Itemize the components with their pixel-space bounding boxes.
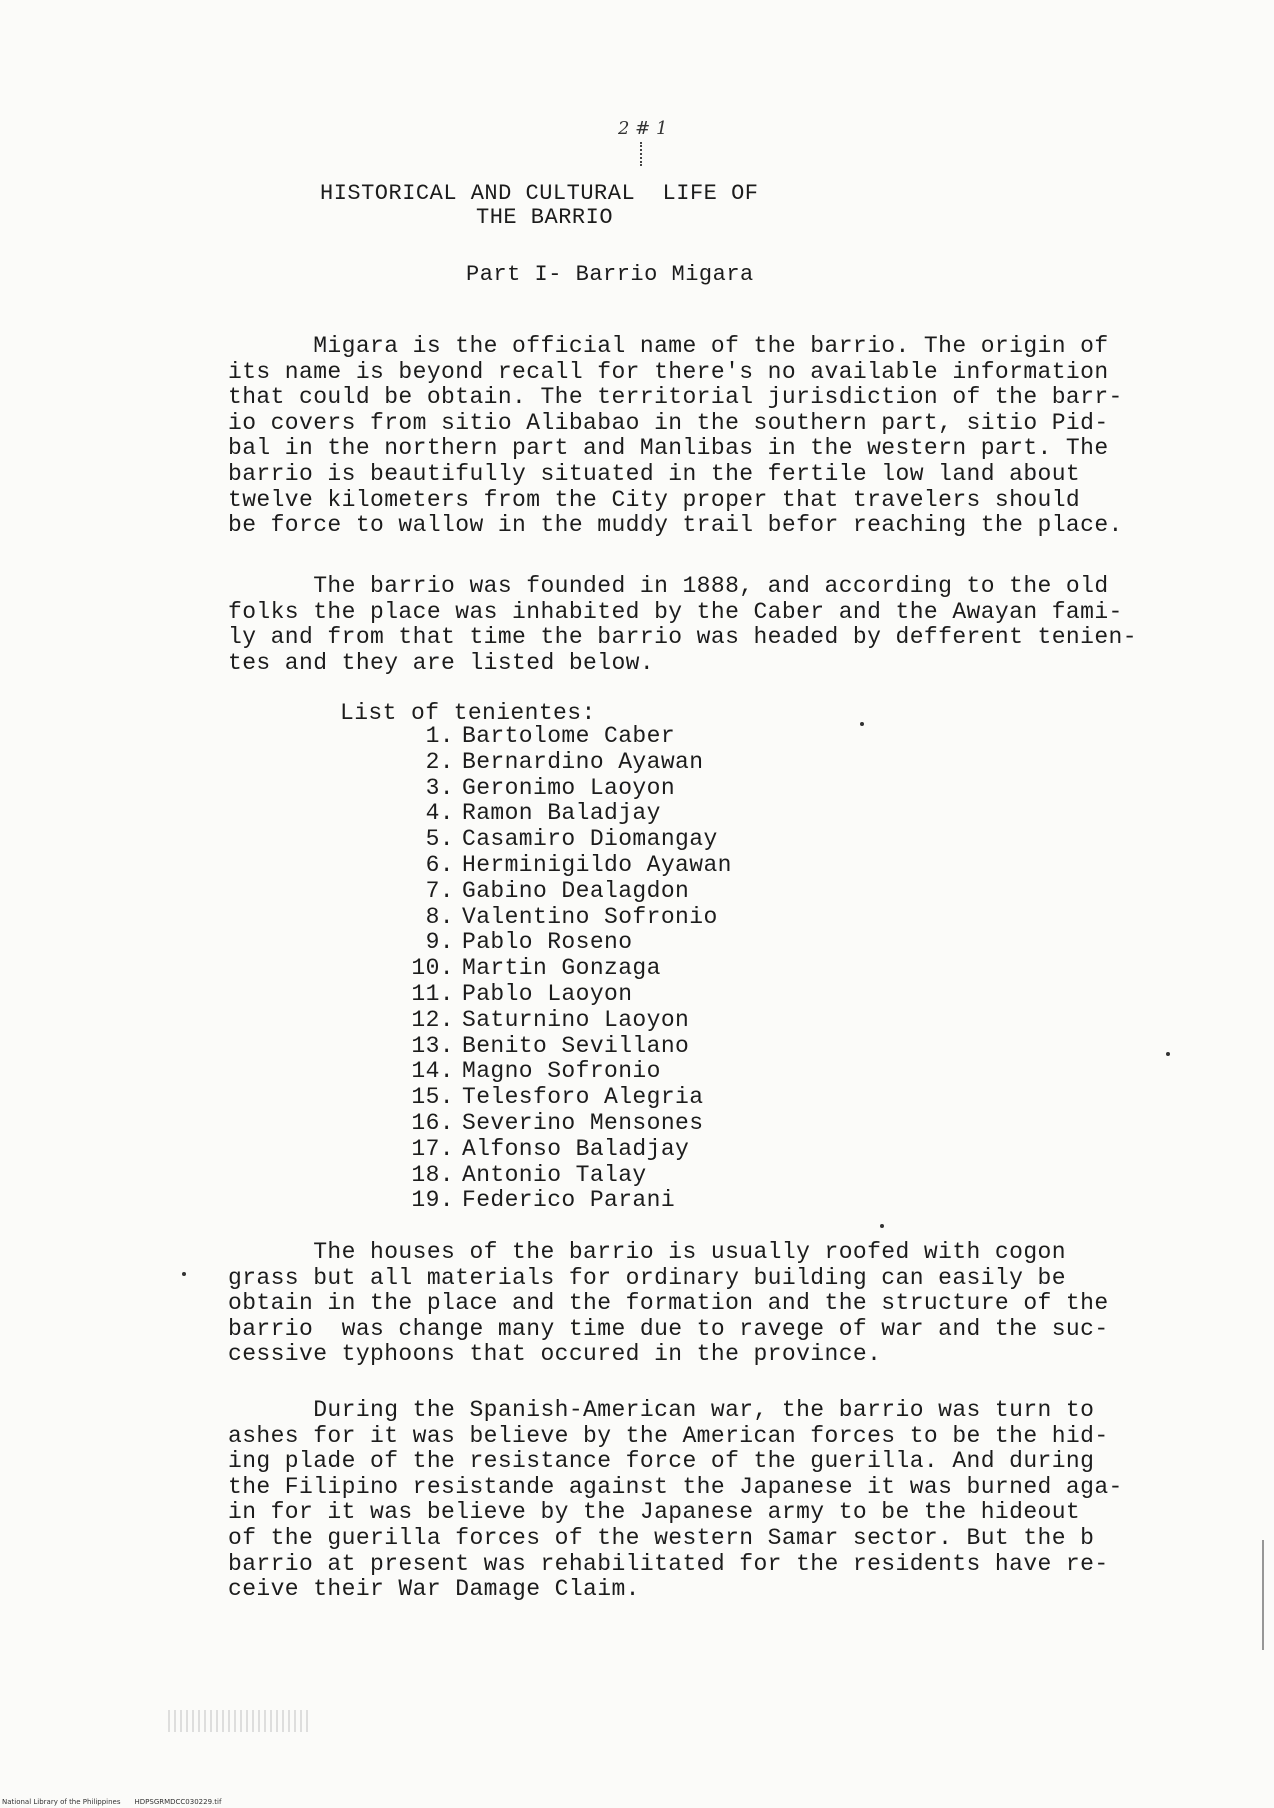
list-item: 12. Saturnino Laoyon xyxy=(411,1006,690,1033)
list-item: 14. Magno Sofronio xyxy=(411,1058,661,1085)
list-item: 8. Valentino Sofronio xyxy=(425,903,718,930)
list-item: 17. Alfonso Baladjay xyxy=(411,1135,690,1162)
tenientes-list-heading: List of tenientes: xyxy=(340,700,596,726)
scan-speck xyxy=(860,722,864,726)
footer-library: National Library of the Philippines xyxy=(2,1798,121,1806)
handwritten-mark xyxy=(640,142,644,166)
part-heading: Part I- Barrio Migara xyxy=(466,262,754,287)
scan-speck xyxy=(182,1272,186,1276)
list-item: 7. Gabino Dealagdon xyxy=(425,877,690,904)
title-line-2: THE BARRIO xyxy=(476,205,614,230)
list-item: 15. Telesforo Alegria xyxy=(411,1084,704,1111)
scan-speck xyxy=(880,1224,884,1228)
paragraph-war-history: During the Spanish-American war, the barrio was turn to ashes for it was believe by the American forces to be the hid- ing plade of the resistance force of the guerilla. And during the Filipino resistande against the Japanese it was burned aga- in for it was believe by the Japanese army to be the hideout of the guerilla forces of the western Samar sector. But the b barrio at present was rehabilitated for the residents have re- ceive their War Damage Claim. xyxy=(228,1397,1123,1603)
tenientes-list xyxy=(388,724,732,1214)
list-item: 13. Benito Sevillano xyxy=(411,1032,690,1059)
list-item: 2. Bernardino Ayawan xyxy=(425,748,704,775)
paragraph-houses: The houses of the barrio is usually roofed with cogon grass but all materials for ordinary building can easily be obtain in the place and the formation and the structure of the barrio was change many time due to ravege of war and the suc- cessive typhoons that occured in the province. xyxy=(228,1239,1109,1368)
list-item: 10. Martin Gonzaga xyxy=(411,955,661,982)
list-item: 19. Federico Parani xyxy=(411,1187,676,1214)
scan-footer xyxy=(2,1798,235,1806)
scan-smudge xyxy=(168,1710,308,1732)
list-item: 6. Herminigildo Ayawan xyxy=(425,851,732,878)
document-title xyxy=(320,182,920,230)
scan-edge-mark xyxy=(1262,1540,1264,1650)
handwritten-page-number: 2 # 1 xyxy=(618,118,668,139)
list-item: 18. Antonio Talay xyxy=(411,1161,647,1188)
paragraph-founding: The barrio was founded in 1888, and according to the old folks the place was inhabited by the Caber and the Awayan fami- ly and from that time the barrio was headed by defferent tenien- tes and they are listed below. xyxy=(228,573,1137,676)
list-item: 1. Bartolome Caber xyxy=(425,723,676,749)
title-line-1: HISTORICAL AND CULTURAL LIFE OF xyxy=(320,181,759,206)
list-item: 3. Geronimo Laoyon xyxy=(425,774,676,801)
list-item: 4. Ramon Baladjay xyxy=(425,800,661,827)
paragraph-origin: Migara is the official name of the barrio. The origin of its name is beyond recall for there's no available information that could be obtain. The territorial jurisdiction of the barr- io covers from sitio Alibabao in the southern part, sitio Pid- bal in the northern part and Manlibas in the western part. The barrio is beautifully situated in the fertile low land about twelve kilometers from the City proper that travelers should be force to wallow in the muddy trail befor reaching the place. xyxy=(228,333,1123,539)
list-item: 5. Casamiro Diomangay xyxy=(425,826,718,853)
footer-file: HDPSGRMDCC030229.tif xyxy=(134,1798,222,1806)
scan-speck xyxy=(1166,1052,1170,1056)
list-item: 11. Pablo Laoyon xyxy=(411,980,633,1007)
list-item: 16. Severino Mensones xyxy=(411,1109,704,1136)
list-item: 9. Pablo Roseno xyxy=(425,929,633,956)
